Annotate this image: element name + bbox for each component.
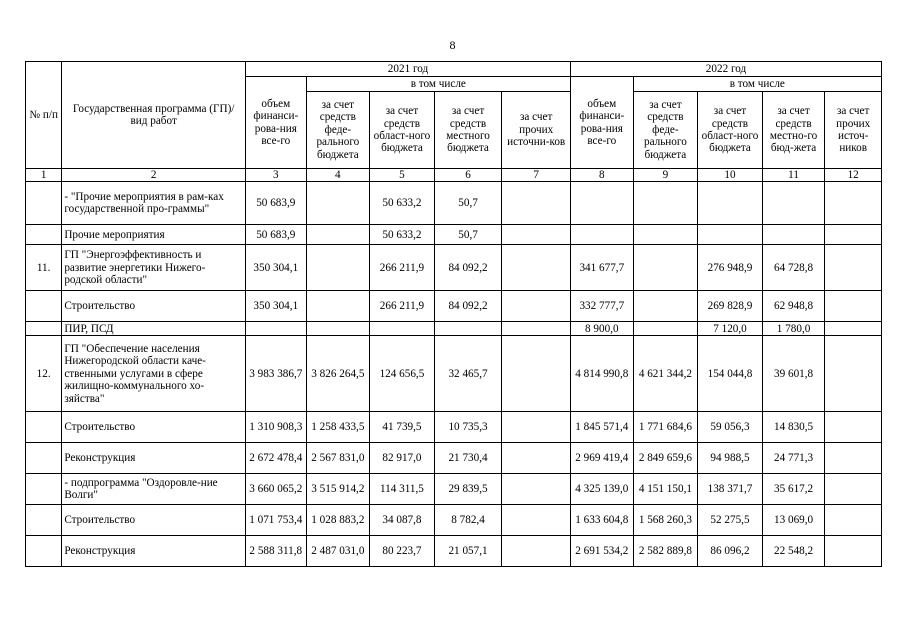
amount-cell [825,182,882,225]
amount-cell: 50 633,2 [370,182,435,225]
row-number [26,412,62,443]
program-name: ГП "Обеспечение населения Нижегородской области каче-ственными услугами в сфере жилищно-коммунального хо-зяйства" [62,336,246,412]
program-name: - "Прочие мероприятия в рам-ках государственной про-граммы" [62,182,246,225]
amount-cell [502,225,571,245]
table-row [26,474,882,505]
amount-cell [246,322,307,336]
amount-cell: 7 120,0 [698,322,763,336]
row-number [26,322,62,336]
row-number [26,225,62,245]
amount-cell: 14 830,5 [762,412,825,443]
program-name: ПИР, ПСД [62,322,246,336]
header-federal-2022: за счет средств феде-рального бюджета [633,92,698,169]
amount-cell [633,245,698,291]
row-number [26,443,62,474]
column-index: 10 [698,169,763,182]
column-index: 2 [62,169,246,182]
amount-cell: 21 730,4 [434,443,502,474]
table-row [26,536,882,567]
amount-cell: 10 735,3 [434,412,502,443]
program-name: Строительство [62,291,246,322]
amount-cell: 138 371,7 [698,474,763,505]
amount-cell: 50 683,9 [246,182,307,225]
amount-cell: 86 096,2 [698,536,763,567]
header-col-no: № п/п [26,62,62,169]
amount-cell: 29 839,5 [434,474,502,505]
program-name: Реконструкция [62,536,246,567]
amount-cell: 269 828,9 [698,291,763,322]
budget-table [25,61,882,567]
amount-cell: 332 777,7 [571,291,634,322]
amount-cell: 1 633 604,8 [571,505,634,536]
amount-cell [762,225,825,245]
column-index: 7 [502,169,571,182]
amount-cell: 266 211,9 [370,245,435,291]
amount-cell [502,336,571,412]
amount-cell: 59 056,3 [698,412,763,443]
column-index: 5 [370,169,435,182]
amount-cell [502,182,571,225]
header-local-2022: за счет средств местно-го бюд-жета [762,92,825,169]
amount-cell [502,474,571,505]
amount-cell: 3 826 264,5 [306,336,370,412]
amount-cell: 2 849 659,6 [633,443,698,474]
amount-cell: 64 728,8 [762,245,825,291]
amount-cell [825,336,882,412]
amount-cell: 1 258 433,5 [306,412,370,443]
amount-cell: 50 683,9 [246,225,307,245]
amount-cell: 80 223,7 [370,536,435,567]
header-year-2021: 2021 год [246,62,571,77]
amount-cell: 2 691 534,2 [571,536,634,567]
amount-cell [502,322,571,336]
row-number [26,182,62,225]
header-regional-2021: за счет средств област-ного бюджета [370,92,435,169]
page-number: 8 [449,38,456,52]
amount-cell [825,291,882,322]
amount-cell [306,322,370,336]
row-number: 11. [26,245,62,291]
column-index: 1 [26,169,62,182]
amount-cell: 84 092,2 [434,245,502,291]
column-index-row [26,169,882,182]
amount-cell [825,474,882,505]
program-name: - подпрограмма "Оздоровле-ние Волги" [62,474,246,505]
amount-cell: 35 617,2 [762,474,825,505]
program-name: Реконструкция [62,443,246,474]
amount-cell [825,412,882,443]
header-col-program: Государственная программа (ГП)/ вид работ [62,62,246,169]
column-index: 9 [633,169,698,182]
amount-cell: 32 465,7 [434,336,502,412]
amount-cell: 1 771 684,6 [633,412,698,443]
amount-cell: 350 304,1 [246,245,307,291]
header-other-2022: за счет прочих источ-ников [825,92,882,169]
amount-cell: 50,7 [434,225,502,245]
amount-cell [502,412,571,443]
amount-cell: 21 057,1 [434,536,502,567]
amount-cell: 82 917,0 [370,443,435,474]
header-regional-2022: за счет средств област-ного бюджета [698,92,763,169]
header-including-2022: в том числе [633,77,881,92]
header-local-2021: за счет средств местного бюджета [434,92,502,169]
amount-cell: 2 588 311,8 [246,536,307,567]
amount-cell: 3 515 914,2 [306,474,370,505]
row-number: 12. [26,336,62,412]
amount-cell: 50 633,2 [370,225,435,245]
column-index: 4 [306,169,370,182]
table-row [26,505,882,536]
program-name: Строительство [62,505,246,536]
amount-cell [502,291,571,322]
amount-cell: 124 656,5 [370,336,435,412]
amount-cell [306,291,370,322]
header-year-2022: 2022 год [571,62,882,77]
amount-cell [825,225,882,245]
amount-cell: 1 845 571,4 [571,412,634,443]
row-number [26,505,62,536]
amount-cell: 4 151 150,1 [633,474,698,505]
amount-cell: 4 814 990,8 [571,336,634,412]
table-row [26,291,882,322]
amount-cell: 34 087,8 [370,505,435,536]
amount-cell [762,182,825,225]
amount-cell: 3 983 386,7 [246,336,307,412]
amount-cell: 1 568 260,3 [633,505,698,536]
amount-cell [502,505,571,536]
amount-cell [633,225,698,245]
column-index: 6 [434,169,502,182]
amount-cell: 341 677,7 [571,245,634,291]
amount-cell: 1 071 753,4 [246,505,307,536]
amount-cell [633,182,698,225]
column-index: 12 [825,169,882,182]
row-number [26,291,62,322]
amount-cell: 2 672 478,4 [246,443,307,474]
amount-cell: 1 028 883,2 [306,505,370,536]
amount-cell [825,443,882,474]
amount-cell: 62 948,8 [762,291,825,322]
amount-cell [633,322,698,336]
amount-cell: 2 487 031,0 [306,536,370,567]
header-federal-2021: за счет средств феде-рального бюджета [306,92,370,169]
amount-cell [502,536,571,567]
table-row [26,225,882,245]
table-row [26,412,882,443]
amount-cell [571,182,634,225]
amount-cell: 114 311,5 [370,474,435,505]
amount-cell [698,225,763,245]
header-total-2021: объем финанси-рова-ния все-го [246,77,307,169]
amount-cell: 276 948,9 [698,245,763,291]
table-row [26,182,882,225]
amount-cell: 1 310 908,3 [246,412,307,443]
program-name: Строительство [62,412,246,443]
header-including-2021: в том числе [306,77,570,92]
amount-cell: 2 582 889,8 [633,536,698,567]
row-number [26,536,62,567]
amount-cell: 3 660 065,2 [246,474,307,505]
amount-cell [633,291,698,322]
amount-cell: 84 092,2 [434,291,502,322]
amount-cell [306,182,370,225]
amount-cell [825,536,882,567]
amount-cell: 39 601,8 [762,336,825,412]
header-other-2021: за счет прочих источни-ков [502,92,571,169]
amount-cell [434,322,502,336]
amount-cell: 2 969 419,4 [571,443,634,474]
amount-cell: 22 548,2 [762,536,825,567]
amount-cell: 8 900,0 [571,322,634,336]
amount-cell [502,443,571,474]
amount-cell [825,505,882,536]
amount-cell: 1 780,0 [762,322,825,336]
program-name: ГП "Энергоэффективность и развитие энергетики Нижего-родской области" [62,245,246,291]
amount-cell [502,245,571,291]
amount-cell: 8 782,4 [434,505,502,536]
amount-cell: 50,7 [434,182,502,225]
program-name: Прочие мероприятия [62,225,246,245]
amount-cell: 4 325 139,0 [571,474,634,505]
column-index: 3 [246,169,307,182]
amount-cell: 350 304,1 [246,291,307,322]
amount-cell: 2 567 831,0 [306,443,370,474]
column-index: 11 [762,169,825,182]
amount-cell [698,182,763,225]
amount-cell: 94 988,5 [698,443,763,474]
table-row [26,245,882,291]
amount-cell: 266 211,9 [370,291,435,322]
amount-cell: 154 044,8 [698,336,763,412]
amount-cell: 4 621 344,2 [633,336,698,412]
header-total-2022: объем финанси-рова-ния все-го [571,77,634,169]
amount-cell: 52 275,5 [698,505,763,536]
amount-cell [571,225,634,245]
column-index: 8 [571,169,634,182]
amount-cell: 41 739,5 [370,412,435,443]
table-row [26,443,882,474]
amount-cell: 24 771,3 [762,443,825,474]
table-row [26,322,882,336]
amount-cell [825,245,882,291]
amount-cell [306,225,370,245]
amount-cell [306,245,370,291]
amount-cell [825,322,882,336]
amount-cell [370,322,435,336]
row-number [26,474,62,505]
table-row [26,336,882,412]
amount-cell: 13 069,0 [762,505,825,536]
